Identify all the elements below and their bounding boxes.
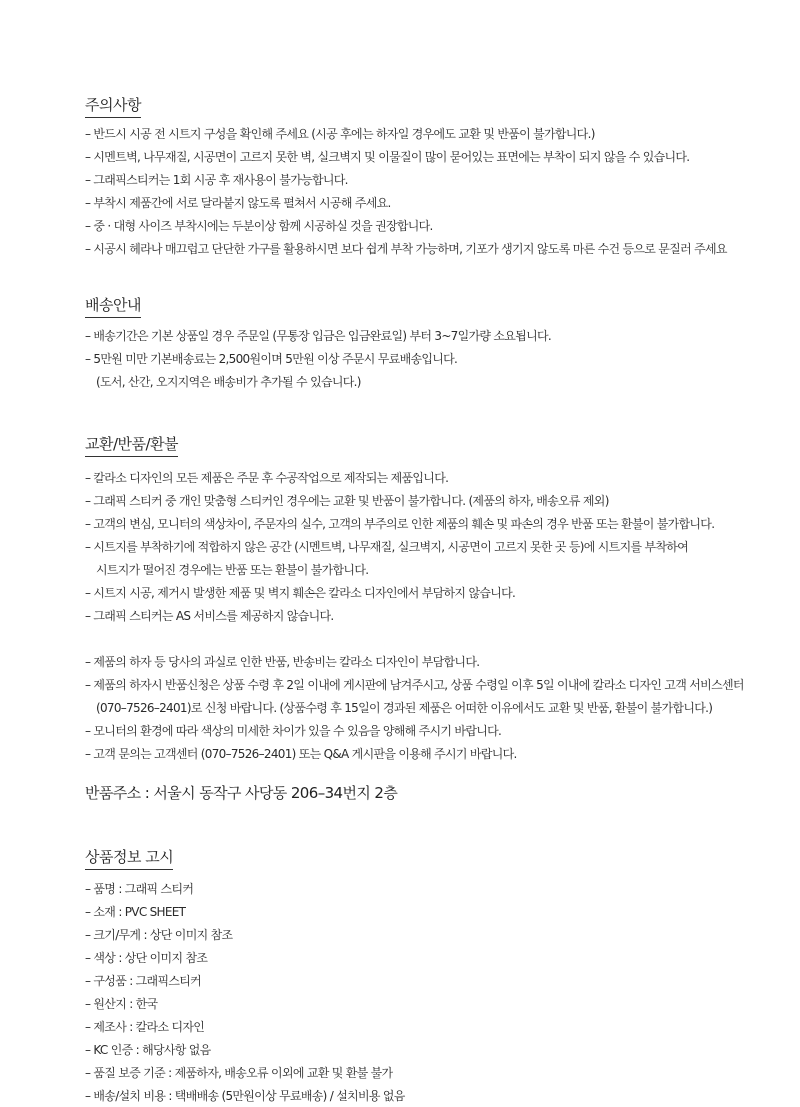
exchange-line: – 칼라소 디자인의 모든 제품은 주문 후 수공작업으로 제작되는 제품입니다.: [85, 471, 449, 485]
shipping-line: (도서, 산간, 오지지역은 배송비가 추가될 수 있습니다.): [96, 375, 361, 389]
shipping-line: – 배송기간은 기본 상품일 경우 주문일 (무통장 입금은 입금완료일) 부터 3~7일가량 소요됩니다.: [85, 329, 551, 343]
exchange-line: – 시트지 시공, 제거시 발생한 제품 및 벽지 훼손은 칼라소 디자인에서 부담하지 않습니다.: [85, 586, 516, 600]
product-info-line: – 구성품 : 그래픽스티커: [85, 974, 202, 988]
product-info-title: [85, 847, 173, 870]
return-address: 반품주소 : 서울시 동작구 사당동 206–34번지 2층: [85, 784, 398, 802]
product-info-title-text: 상품정보 고시: [85, 847, 173, 870]
exchange-title-text: 교환/반품/환불: [85, 434, 178, 457]
exchange-line: – 그래픽 스티커 중 개인 맞춤형 스티커인 경우에는 교환 및 반품이 불가합니다. (제품의 하자, 배송오류 제외): [85, 494, 609, 508]
caution-line: – 시멘트벽, 나무재질, 시공면이 고르지 못한 벽, 실크벽지 및 이물질이 많이 묻어있는 표면에는 부착이 되지 않을 수 있습니다.: [85, 150, 690, 164]
shipping-title-text: 배송안내: [85, 295, 141, 318]
exchange-line: – 시트지를 부착하기에 적합하지 않은 공간 (시멘트벽, 나무재질, 실크벽지, 시공면이 고르지 못한 곳 등)에 시트지를 부착하여: [85, 540, 689, 554]
product-info-line: – 제조사 : 칼라소 디자인: [85, 1020, 205, 1034]
product-info-line: – KC 인증 : 해당사항 없음: [85, 1043, 211, 1057]
caution-title: [85, 95, 141, 118]
exchange-line: – 그래픽 스티커는 AS 서비스를 제공하지 않습니다.: [85, 609, 334, 623]
caution-title-text: 주의사항: [85, 95, 141, 118]
shipping-line: – 5만원 미만 기본배송료는 2,500원이며 5만원 이상 주문시 무료배송입니다.: [85, 352, 458, 366]
caution-line: – 부착시 제품간에 서로 달라붙지 않도록 펼쳐서 시공해 주세요.: [85, 196, 391, 210]
product-info-line: – 색상 : 상단 이미지 참조: [85, 951, 208, 965]
product-info-line: – 크기/무게 : 상단 이미지 참조: [85, 928, 233, 942]
exchange-line: – 제품의 하자 등 당사의 과실로 인한 반품, 반송비는 칼라소 디자인이 부담합니다.: [85, 655, 480, 669]
product-info-line: – 원산지 : 한국: [85, 997, 158, 1011]
shipping-title: [85, 295, 141, 318]
exchange-line: – 모니터의 환경에 따라 색상의 미세한 차이가 있을 수 있음을 양해해 주시기 바랍니다.: [85, 724, 502, 738]
exchange-line: (070–7526–2401)로 신청 바랍니다. (상품수령 후 15일이 경과된 제품은 어떠한 이유에서도 교환 및 반품, 환불이 불가합니다.): [96, 701, 713, 715]
exchange-title: [85, 434, 178, 457]
caution-line: – 중 · 대형 사이즈 부착시에는 두분이상 함께 시공하실 것을 권장합니다.: [85, 219, 433, 233]
exchange-line: – 고객 문의는 고객센터 (070–7526–2401) 또는 Q&A 게시판을 이용해 주시기 바랍니다.: [85, 747, 517, 761]
product-info-line: – 배송/설치 비용 : 택배배송 (5만원이상 무료배송) / 설치비용 없음: [85, 1089, 405, 1103]
caution-line: – 시공시 헤라나 매끄럽고 단단한 가구를 활용하시면 보다 쉽게 부착 가능하며, 기포가 생기지 않도록 마른 수건 등으로 문질러 주세요: [85, 242, 727, 256]
product-info-line: – 품질 보증 기준 : 제품하자, 배송오류 이외에 교환 및 환불 불가: [85, 1066, 393, 1080]
product-info-line: – 품명 : 그래픽 스티커: [85, 882, 194, 896]
exchange-line: 시트지가 떨어진 경우에는 반품 또는 환불이 불가합니다.: [96, 563, 369, 577]
product-info-line: – 소재 : PVC SHEET: [85, 905, 186, 919]
caution-line: – 반드시 시공 전 시트지 구성을 확인해 주세요 (시공 후에는 하자일 경우에도 교환 및 반품이 불가합니다.): [85, 127, 595, 141]
caution-line: – 그래픽스티커는 1회 시공 후 재사용이 불가능합니다.: [85, 173, 348, 187]
exchange-line: – 고객의 변심, 모니터의 색상차이, 주문자의 실수, 고객의 부주의로 인한 제품의 훼손 및 파손의 경우 반품 또는 환불이 불가합니다.: [85, 517, 715, 531]
exchange-line: – 제품의 하자시 반품신청은 상품 수령 후 2일 이내에 게시판에 남겨주시고, 상품 수령일 이후 5일 이내에 칼라소 디자인 고객 서비스센터: [85, 678, 744, 692]
